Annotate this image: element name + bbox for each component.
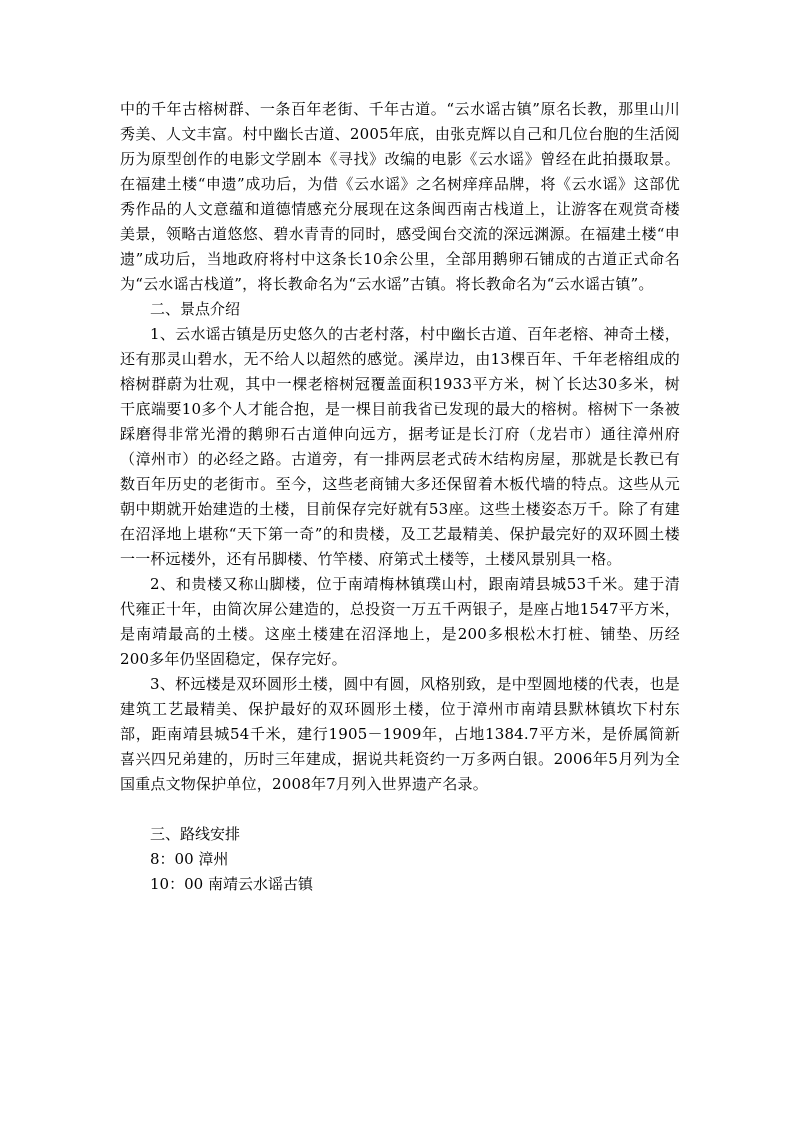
intro-paragraph: 中的千年古榕树群、一条百年老街、千年古道。“云水谣古镇”原名长教，那里山川秀美、人文丰富。村中幽长古道、2005年底，由张克辉以自己和几位台胞的生活阅历为原型创作的电影文学剧本《寻找》改编的电影《云水谣》曾经在此拍摄取景。在福建土楼“申遗”成功后，为借《云水谣》之名树痒痒品牌，将《云水谣》这部优秀作品的人文意蕴和道德情感充分展现在这条闽西南古栈道上，让游客在观赏奇楼美景，领略古道悠悠、碧水青青的同时，感受闽台交流的深远渊源。在福建土楼“申遗”成功后，当地政府将村中这条长10余公里，全部用鹅卵石铺成的古道正式命名为“云水谣古栈道”，将长教命名为“云水谣”古镇。将长教命名为“云水谣古镇”。 <box>120 100 680 293</box>
route-item: 8：00 漳州 <box>150 850 229 868</box>
blank-line <box>120 797 680 822</box>
route-item: 10：00 南靖云水谣古镇 <box>150 875 313 893</box>
attraction-paragraph-3: 3、杯远楼是双环圆形土楼，圆中有圆，风格别致，是中型圆地楼的代表，也是建筑工艺最精美、保护最好的双环圆形土楼，位于漳州市南靖县默林镇坎下村东部，距南靖县城54千米，建行1905－1909年，占地1384.7平方米，是侨属简新喜兴四兄弟建的，历时三年建成，据说共耗资约一万多两白银。2006年5月列为全国重点文物保护单位，2008年7月列入世界遗产名录。 <box>120 675 680 793</box>
document-body <box>120 97 680 897</box>
section-heading-route: 三、路线安排 <box>150 825 241 843</box>
attraction-paragraph-1: 1、云水谣古镇是历史悠久的古老村落，村中幽长古道、百年老榕、神奇土楼，还有那灵山碧水，无不给人以超然的感觉。溪岸边，由13棵百年、千年老榕组成的榕树群蔚为壮观，其中一棵老榕树冠覆盖面积1933平方米，树丫长达30多米，树干底端要10多个人才能合抱，是一棵目前我省已发现的最大的榕树。榕树下一条被踩磨得非常光滑的鹅卵石古道伸向远方，据考证是长汀府（龙岩市）通往漳州府（漳州市）的必经之路。古道旁，有一排两层老式砖木结构房屋，那就是长教已有数百年历史的老街市。至今，这些老商铺大多还保留着木板代墙的特点。这些从元朝中期就开始建造的土楼，目前保存完好就有53座。这些土楼姿态万千。除了有建在沼泽地上堪称“天下第一奇”的和贵楼，及工艺最精美、保护最完好的双环圆土楼一一杯远楼外，还有吊脚楼、竹竿楼、府第式土楼等，土楼风景别具一格。 <box>120 325 680 568</box>
section-heading-attractions: 二、景点介绍 <box>150 300 241 318</box>
attraction-paragraph-2: 2、和贵楼又称山脚楼，位于南靖梅林镇璞山村，跟南靖县城53千米。建于清代雍正十年，由简次屏公建造的，总投资一万五千两银子，是座占地1547平方米，是南靖最高的土楼。这座土楼建在沼泽地上，是200多根松木打桩、铺垫、历经200多年仍坚固稳定，保存完好。 <box>120 575 680 668</box>
